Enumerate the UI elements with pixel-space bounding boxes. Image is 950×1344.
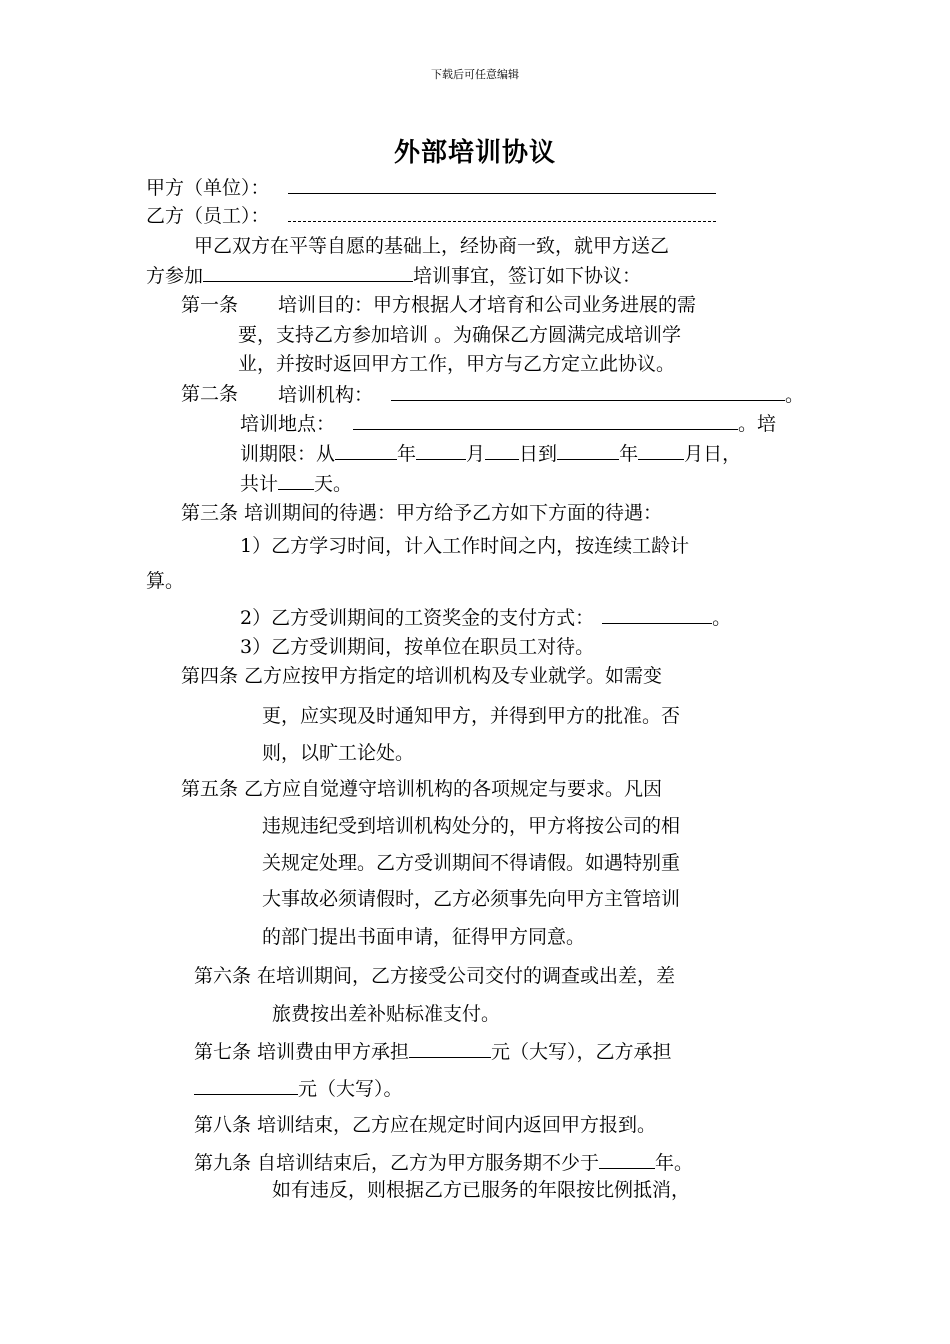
start-day-blank[interactable] <box>485 440 519 460</box>
period-label: 训期限：从 <box>240 443 336 465</box>
institution-blank[interactable] <box>391 381 785 401</box>
article-3-item-1b: 算。 <box>146 570 185 592</box>
end-year-label: 年 <box>619 443 639 465</box>
party-a-blank[interactable] <box>288 174 716 194</box>
article-5-line-5: 的部门提出书面申请，征得甲方同意。 <box>262 926 586 948</box>
end-month-blank[interactable] <box>638 440 684 460</box>
party-b-label: 乙方（员工）： <box>146 205 270 227</box>
intro-suffix: 培训事宜，签订如下协议： <box>413 265 642 287</box>
start-year-blank[interactable] <box>335 440 397 460</box>
year-label: 年 <box>397 443 417 465</box>
article-7-line-1 <box>194 1038 672 1065</box>
document-title: 外部培训协议 <box>393 138 556 168</box>
fee-a-blank[interactable] <box>409 1038 491 1058</box>
location-label: 培训地点： <box>240 413 336 435</box>
service-years-suffix: 年。 <box>655 1152 694 1174</box>
article-3-item-3: 3）乙方受训期间，按单位在职员工对待。 <box>240 636 595 658</box>
article-8: 第八条 培训结束，乙方应在规定时间内返回甲方报到。 <box>194 1114 657 1136</box>
intro-prefix: 方参加 <box>146 265 204 287</box>
end-month-day-label: 月日， <box>684 443 742 465</box>
article-6-line-1: 第六条 在培训期间，乙方接受公司交付的调查或出差，差 <box>194 965 676 987</box>
article-2-total <box>240 470 352 497</box>
party-a-line <box>146 174 716 201</box>
location-end: 。培 <box>738 413 777 435</box>
article-1-line-3: 业，并按时返回甲方工作，甲方与乙方定立此协议。 <box>238 353 676 375</box>
day-to-label: 日到 <box>519 443 558 465</box>
article-5-line-1: 第五条 乙方应自觉遵守培训机构的各项规定与要求。凡因 <box>181 778 663 800</box>
salary-end: 。 <box>712 607 732 629</box>
article-5-line-2: 违规违纪受到培训机构处分的，甲方将按公司的相 <box>262 815 681 837</box>
intro-line-1: 甲乙双方在平等自愿的基础上，经协商一致，就甲方送乙 <box>194 235 670 257</box>
article-2-institution <box>278 381 804 408</box>
article-4-line-1: 第四条 乙方应按甲方指定的培训机构及专业就学。如需变 <box>181 665 663 687</box>
service-years-blank[interactable] <box>599 1149 655 1169</box>
party-b-line <box>146 203 716 229</box>
party-a-label: 甲方（单位）： <box>146 177 270 199</box>
salary-method-blank[interactable] <box>602 604 712 624</box>
article-4-line-3: 则，以旷工论处。 <box>262 742 415 764</box>
article-7-line-2 <box>194 1075 403 1102</box>
header-note: 下载后可任意编辑 <box>431 68 519 81</box>
fee-a-label: 第七条 培训费由甲方承担 <box>194 1041 410 1063</box>
total-days-blank[interactable] <box>278 470 314 490</box>
article-9-line-1 <box>194 1149 693 1176</box>
article-1-line-2: 要，支持乙方参加培训 。为确保乙方圆满完成培训学 <box>238 324 682 346</box>
institution-label: 培训机构： <box>278 384 374 406</box>
article-2-label: 第二条 <box>181 383 239 405</box>
total-label: 共计 <box>240 473 279 495</box>
start-month-blank[interactable] <box>416 440 466 460</box>
article-3: 第三条 培训期间的待遇：甲方给予乙方如下方面的待遇： <box>181 502 663 524</box>
article-5-line-4: 大事故必须请假时，乙方必须事先向甲方主管培训 <box>262 888 681 910</box>
institution-end: 。 <box>785 384 805 406</box>
article-2-period <box>240 440 741 467</box>
days-label: 天。 <box>314 473 353 495</box>
article-1-line-1: 培训目的：甲方根据人才培育和公司业务进展的需 <box>278 294 697 316</box>
article-3-item-1a: 1）乙方学习时间，计入工作时间之内，按连续工龄计 <box>240 535 690 557</box>
article-6-line-2: 旅费按出差补贴标准支付。 <box>272 1003 501 1025</box>
article-2-location <box>240 410 776 437</box>
article-1-label: 第一条 <box>181 294 239 316</box>
fee-b-blank[interactable] <box>194 1075 298 1095</box>
end-year-blank[interactable] <box>557 440 619 460</box>
article-3-item-2 <box>240 604 731 631</box>
salary-method-label: 2）乙方受训期间的工资奖金的支付方式： <box>240 607 595 629</box>
fee-b-label: 元（大写），乙方承担 <box>491 1041 672 1063</box>
fee-b-suffix: 元（大写）。 <box>298 1078 403 1100</box>
article-9-line-2: 如有违反，则根据乙方已服务的年限按比例抵消， <box>272 1179 691 1201</box>
party-b-blank[interactable] <box>288 204 716 222</box>
service-label: 第九条 自培训结束后，乙方为甲方服务期不少于 <box>194 1152 600 1174</box>
location-blank[interactable] <box>353 410 738 430</box>
intro-line-2 <box>146 262 641 289</box>
article-4-line-2: 更，应实现及时通知甲方，并得到甲方的批准。否 <box>262 705 681 727</box>
training-name-blank[interactable] <box>203 262 413 282</box>
month-label: 月 <box>466 443 486 465</box>
article-5-line-3: 关规定处理。乙方受训期间不得请假。如遇特别重 <box>262 852 681 874</box>
